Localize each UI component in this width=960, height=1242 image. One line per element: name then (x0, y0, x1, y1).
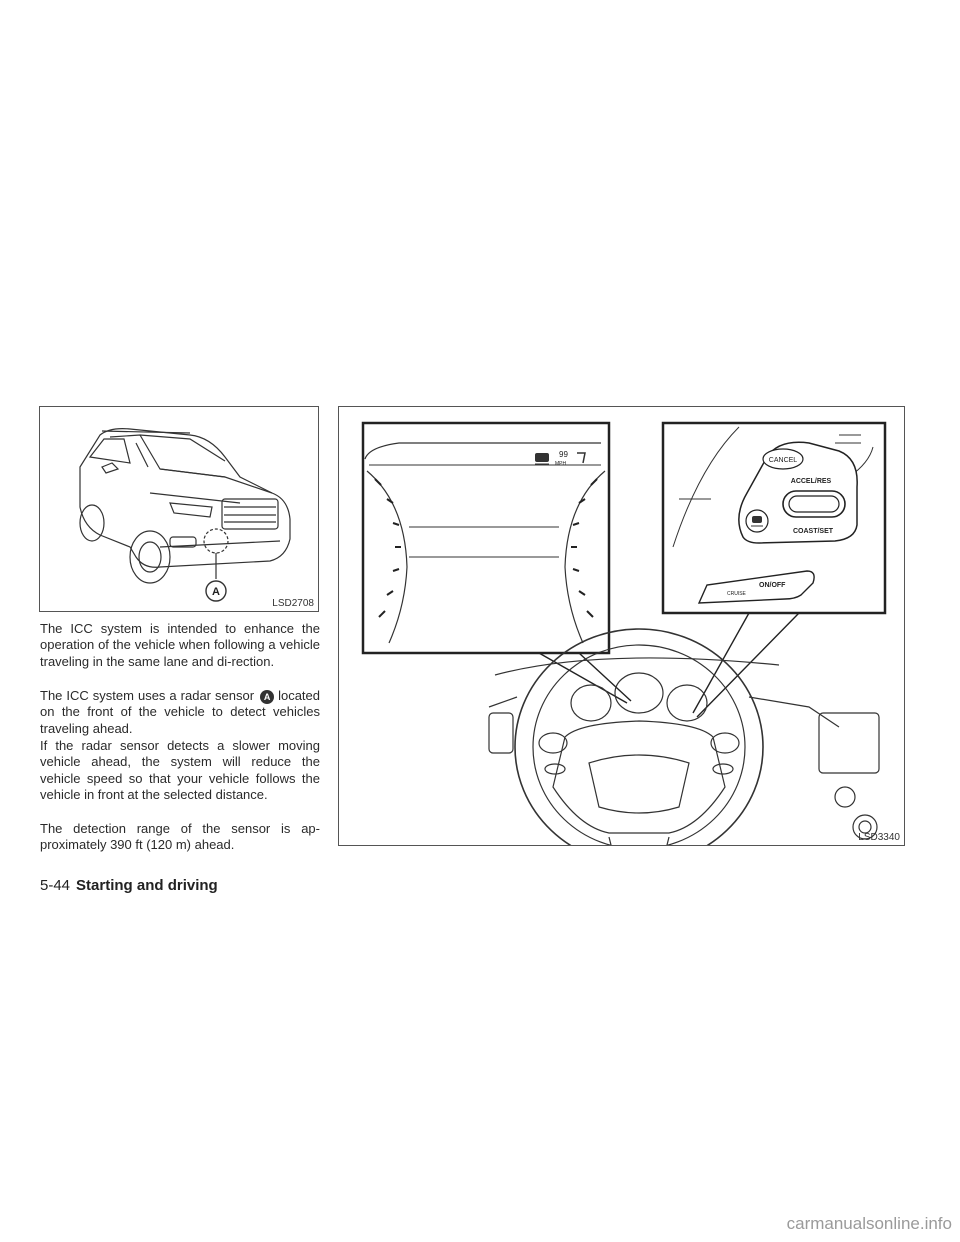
coast-set-label: COAST/SET (792, 528, 834, 535)
section-title: Starting and driving (76, 877, 218, 894)
paragraph-slower-vehicle: If the radar sensor detects a slower moving vehicle ahead, the system will reduce the vehicle speed so that your vehicle follows the vehicle in front at the selected distance. (40, 738, 320, 803)
watermark: carmanualsonline.info (786, 1214, 952, 1233)
paragraph-radar-location (40, 688, 320, 737)
paragraph-2-rest: located on the front of the vehicle to detect vehicles traveling ahead. (40, 688, 320, 736)
switch-inset (663, 423, 885, 613)
figure-1-code: LSD2708 (272, 598, 314, 609)
set-speed-value: 99 (559, 450, 568, 459)
accel-res-label: ACCEL/RES (790, 478, 832, 485)
cancel-button-label: CANCEL (768, 457, 798, 464)
cruise-label: CRUISE (727, 591, 746, 597)
page-number: 5-44 (40, 877, 71, 894)
paragraph-2-lead: The ICC system uses a radar sensor (40, 688, 255, 703)
paragraph-icc-purpose: The ICC system is intended to enhance the operation of the vehicle when following a vehicle traveling in the same lane and di-rection. (40, 621, 320, 669)
steering-wheel (489, 629, 879, 845)
page-footer (40, 877, 218, 894)
vehicle-illustration (40, 407, 318, 611)
figure-vehicle-radar (39, 406, 319, 612)
set-speed-unit: MPH (555, 461, 567, 467)
callout-a-marker: A (260, 690, 274, 704)
figure-steering-controls (338, 406, 905, 846)
callout-a-label: A (212, 586, 220, 598)
steering-illustration (339, 407, 904, 845)
display-inset (363, 423, 609, 653)
paragraph-detection-range: The detection range of the sensor is ap-proximately 390 ft (120 m) ahead. (40, 821, 320, 853)
figure-2-code: LSD3340 (858, 832, 900, 843)
on-off-label: ON/OFF (759, 582, 786, 589)
